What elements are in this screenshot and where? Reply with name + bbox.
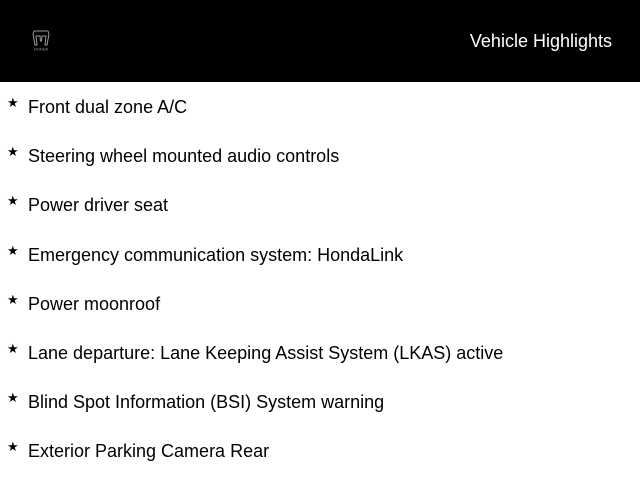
star-icon: ★ [7,391,19,407]
page-title: Vehicle Highlights [469,31,612,51]
feature-label: Front dual zone A/C [28,97,188,117]
list-item [0,377,640,426]
feature-label: Power moonroof [28,293,161,314]
honda-logo-text: HONDA [33,46,49,52]
list-item [0,180,640,229]
star-icon: ★ [7,292,19,308]
star-icon: ★ [7,440,19,456]
star-icon: ★ [7,96,19,111]
honda-logo-icon [26,28,56,52]
list-item [0,82,640,131]
star-icon: ★ [7,194,19,210]
star-icon: ★ [7,243,19,259]
star-icon: ★ [7,341,19,357]
feature-label: Exterior Parking Camera Rear [28,441,270,462]
list-item [0,131,640,180]
header-bar [0,0,640,82]
feature-label: Lane departure: Lane Keeping Assist System (LKAS) active [28,342,504,363]
star-icon: ★ [7,145,19,161]
list-item [0,279,640,328]
feature-label: Blind Spot Information (BSI) System warning [28,392,385,413]
feature-list [0,82,640,476]
feature-label: Power driver seat [28,195,169,216]
list-item [0,426,640,475]
feature-label: Emergency communication system: HondaLink [28,244,404,265]
list-item [0,328,640,377]
feature-label: Steering wheel mounted audio controls [28,146,340,167]
list-item [0,230,640,279]
